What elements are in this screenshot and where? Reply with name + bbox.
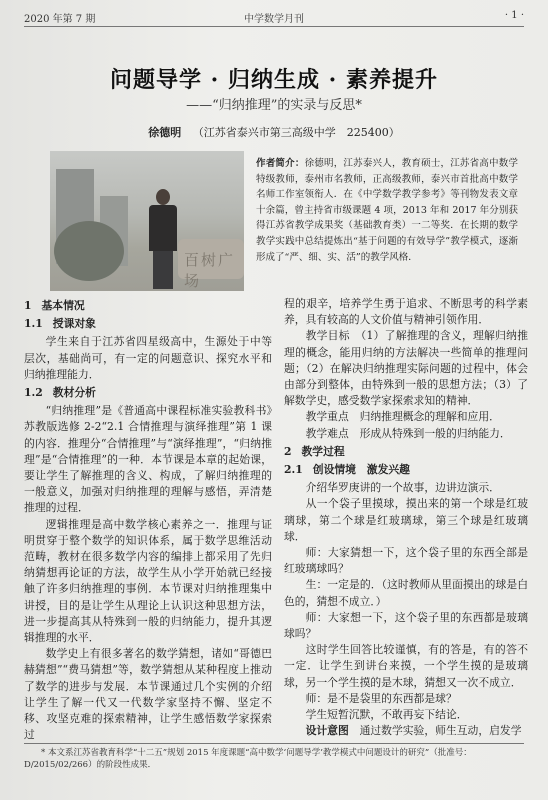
paragraph: 师：大家猜想一下，这个袋子里的东西全部是红玻璃球吗？: [284, 546, 528, 576]
footnote: * 本文系江苏省教育科学“十二五”规划 2015 年度课题“高中数学‘问题导学’教学模式中问题设计的研究”（批准号：D/2015/02/266）的阶段性成果．: [24, 743, 524, 771]
subsection-heading: 2.1 创设情境 激发兴趣: [284, 463, 410, 477]
paragraph: 师：是不是袋里的东西都是球？: [305, 691, 457, 705]
author-figure: [148, 189, 178, 289]
journal-name: 中学数学月刊: [244, 14, 304, 25]
teaching-difficulty: 教学难点 形成从特殊到一般的归纳能力．: [305, 426, 511, 440]
stone-sign-text: 百树广场: [184, 251, 236, 290]
paragraph: 这时学生回答比较谨慎，有的答是，有的答不一定．让学生到讲台来摸，一个学生摸的是玻璃球，另一个学生摸的是木球，猜想又一次不成立．: [284, 643, 528, 689]
paragraph: 师：大家想一下，这个袋子里的东西都是玻璃球吗？: [284, 610, 528, 641]
author-photo: [50, 151, 244, 291]
paragraph: 学生来自于江苏省四星级高中，生源处于中等层次，基础尚可，有一定的问题意识、探究水平和归纳推理能力．: [24, 335, 272, 381]
subsection-heading: 1.1 授课对象: [24, 317, 96, 331]
right-column: [284, 296, 528, 739]
author-affiliation: （江苏省泰兴市第三高级中学 225400）: [192, 126, 400, 139]
subsection-heading: 1.2 教材分析: [24, 386, 96, 400]
author-line: [0, 124, 548, 140]
section-heading: 2 教学过程: [284, 444, 345, 458]
paragraph: 程的艰辛，培养学生勇于追求、不断思考的科学素养，具有较高的人文价值与精神引领作用．: [284, 297, 528, 327]
teaching-goal: 教学目标 （1）了解推理的含义，理解归纳推理的概念，能用归纳的方法解决一些简单的推理问题；（2）在解决归纳推理实际问题的过程中，体会由部分到整体，由特殊到一般的思想方法；（3）了解数学史，感受数学家探索求知的精神．: [284, 329, 528, 408]
paragraph: 生：一定是的．（这时教师从里面摸出的球是白色的，猜想不成立．）: [284, 578, 528, 608]
author-name: 徐德明: [148, 126, 182, 139]
paragraph: “归纳推理”是《普通高中课程标准实验教科书》苏教版选修 2-2“2.1 合情推理与演绎推理”第 1 课的内容．推理分“合情推理”与“演绎推理”，“归纳推理”是“合情推理”的一种．本节课是本章的起始课，要让学生了解推理的含义、构成，了解归纳推理的一般意义，加强对归纳推理的理解与感悟，弄清楚推理的过程．: [24, 404, 272, 515]
article-title: 问题导学 · 归纳生成 · 素养提升: [110, 67, 438, 93]
bio-text: 徐德明，江苏泰兴人，教育硕士，江苏省高中数学特级教师，泰州市名教师，正高级教师，泰兴市首批高中数学名师工作室领衔人．在《中学数学教学参考》等刊物发表文章十余篇，曾主持省市级课题 4 项，2013 年和 2017 年分别获得江苏省教学成果奖（基础教育类）一二等奖．在长期的数学教学实践中总结提炼出“基于问题的有效导学”教学模式，逐渐形成了“严、细、实、活”的教学风格．: [256, 158, 518, 263]
tree-shape: [54, 221, 124, 281]
issue-label: 2020 年第 7 期: [24, 14, 96, 25]
paragraph: 从一个袋子里摸球，摸出来的第一个球是红玻璃球，第二个球是红玻璃球，第三个球是红玻璃球．: [284, 497, 528, 543]
paragraph: 逻辑推理是高中数学核心素养之一．推理与证明贯穿于整个数学的知识体系，属于数学思维活动范畴，教材在很多数学内容的编排上都采用了先归纳猜想再论证的方法，故学生从小学开始就已经接触了许多归纳推理的事例．本节课对归纳推理集中讲授，目的是让学生从理论上认识这种思想方法，进一步提高其从特殊到一般的归纳能力，提升其逻辑推理的水平．: [24, 517, 272, 645]
paragraph: 数学史上有很多著名的数学猜想，诸如“哥德巴赫猜想”“费马猜想”等，数学猜想从某种程度上推动了数学的进步与发展．本节课通过几个实例的介绍让学生了解一代又一代数学家坚持不懈、坚定不移、攻坚克难的探索精神，让学生感悟数学家探索过: [24, 647, 272, 742]
section-heading: 1 基本情况: [24, 299, 85, 312]
paragraph: 介绍华罗庚讲的一个故事，边讲边演示．: [305, 481, 500, 495]
page-number: · 1 ·: [504, 10, 524, 21]
running-header: [24, 10, 524, 27]
stone-sign: [178, 239, 244, 290]
design-intent: 设计意图 通过数学实验，师生互动，启发学: [305, 724, 522, 738]
left-column: [24, 296, 272, 743]
author-bio: [256, 156, 518, 265]
paragraph: 学生短暂沉默，不敢再妄下结论．: [305, 708, 468, 722]
bio-label: 作者简介：: [256, 158, 305, 169]
teaching-key-point: 教学重点 归纳推理概念的理解和应用．: [305, 410, 500, 424]
article-subtitle: ——“归纳推理”的实录与反思*: [186, 98, 362, 113]
